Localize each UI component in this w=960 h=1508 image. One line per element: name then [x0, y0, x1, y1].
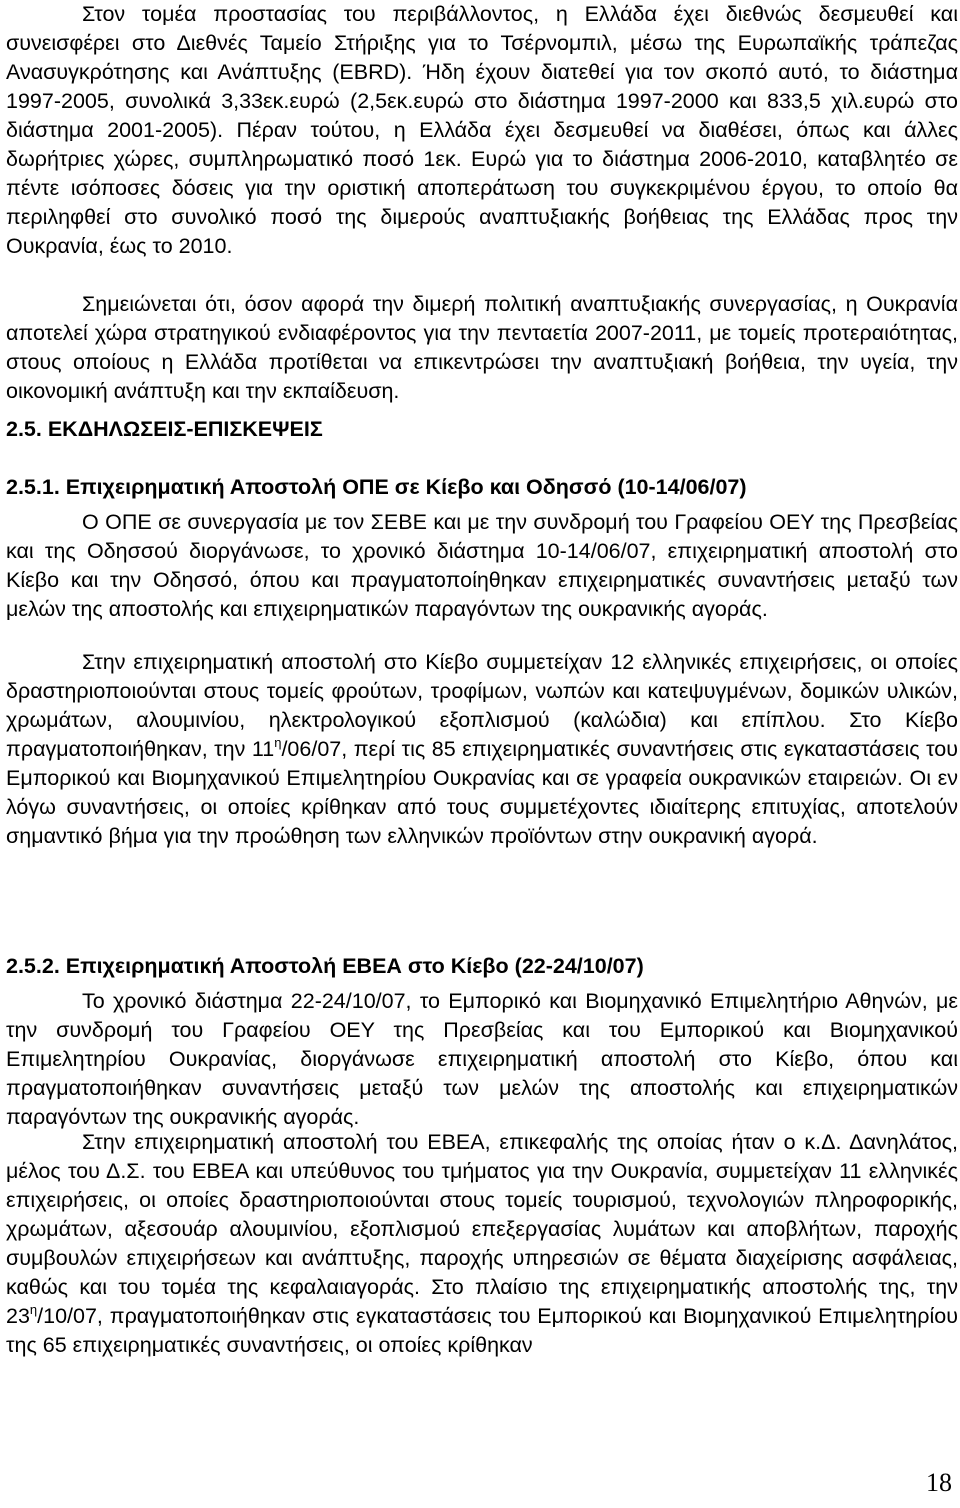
subsection-heading-ebea-mission [6, 952, 958, 981]
paragraph-development-cooperation [6, 290, 958, 406]
paragraph-kiev-mission [6, 648, 958, 851]
paragraph-text: Στην επιχειρηματική αποστολή του ΕΒΕΑ, επικεφαλής της οποίας ήταν ο κ.Δ. Δανηλάτος, μέλος του Δ.Σ. του ΕΒΕΑ και υπεύθυνος του τμήματος για την Ουκρανία, συμμετείχαν 11 ελληνικές επιχειρήσεις, οι οποίες δραστηριοποιούνται στους τομείς τουρισμού, τεχνολογιών πληροφορικής, χρωμάτων, αξεσουάρ αλουμινίου, εξοπλισμού επεξεργασίας λυμάτων και αποβλήτων, παροχής συμβουλών επιχειρήσεων και ανάπτυξης, παροχής υπηρεσιών σε θέματα διαχείρισης ασφάλειας, καθώς και του τομέα της κεφαλαιαγοράς. Στο πλαίσιο της επιχειρηματικής αποστολής της, την 23 [6, 1130, 958, 1328]
paragraph-ebea-mission [6, 987, 958, 1132]
paragraph-text: Στην επιχειρηματική αποστολή στο Κίεβο συμμετείχαν 12 ελληνικές επιχειρήσεις, οι οποίες δραστηριοποιούνται στους τομείς φρούτων, τροφίμων, νωπών και κατεψυγμένων, δομικών υλικών, χρωμάτων, αλουμινίου, ηλεκτρολογικού εξοπλισμού (καλώδια) και επίπλου. Στο Κίεβο πραγματοποιήθηκαν, την 11 [6, 650, 958, 761]
superscript: η [274, 735, 282, 750]
section-heading-events [6, 415, 958, 444]
paragraph-text: Στον τομέα προστασίας του περιβάλλοντος, η Ελλάδα έχει διεθνώς δεσμευθεί και συνεισφέρει στο Διεθνές Ταμείο Στήριξης για το Τσέρνομπιλ, μέσω της Ευρωπαϊκής τράπεζας Ανασυγκρότησης και Ανάπτυξης (EBRD). Ήδη έχουν διατεθεί για τον σκοπό αυτό, το διάστημα 1997-2005, συνολικά 3,33εκ.ευρώ (2,5εκ.ευρώ στο διάστημα 1997-2000 και 833,5 χιλ.ευρώ στο διάστημα 2001-2005). Πέραν τούτου, η Ελλάδα έχει δεσμευθεί να διαθέσει, όπως και άλλες δωρήτριες χώρες, συμπληρωματικό ποσό 1εκ. Ευρώ για το διάστημα 2006-2010, καταβλητέο σε πέντε ισόποσες δόσεις για την οριστική αποπεράτωση του συγκεκριμένου έργου, το οποίο θα περιληφθεί στο συνολικό ποσό της διμερούς αναπτυξιακής βοήθειας της Ελλάδας προς την Ουκρανία, έως το 2010. [6, 2, 958, 258]
paragraph-text: Ο ΟΠΕ σε συνεργασία με τον ΣΕΒΕ και με την συνδρομή του Γραφείου ΟΕΥ της Πρεσβείας και της Οδησσού διοργάνωσε, το χρονικό διάστημα 10-14/06/07, επιχειρηματική αποστολή στο Κίεβο και την Οδησσό, όπου και πραγματοποίηθηκαν επιχειρηματικές συναντήσεις μεταξύ των μελών της αποστολής και επιχειρηματικών παραγόντων της ουκρανικής αγοράς. [6, 510, 958, 621]
subsection-number: 2.5.1. [6, 475, 60, 499]
paragraph-ebea-participants [6, 1128, 958, 1360]
paragraph-ope-mission [6, 508, 958, 624]
subsection-heading-ope-mission [6, 473, 958, 502]
subsection-title: Επιχειρηματική Αποστολή ΕΒΕΑ στο Κίεβο (22-24/10/07) [65, 954, 644, 978]
paragraph-text: Το χρονικό διάστημα 22-24/10/07, το Εμπορικό και Βιομηχανικό Επιμελητήριο Αθηνών, με την συνδρομή του Γραφείου ΟΕΥ της Πρεσβείας και του Εμπορικού και Βιομηχανικού Επιμελητηρίου Ουκρανίας, διοργάνωσε επιχειρηματική αποστολή στο Κίεβο, όπου και πραγματοποιήθηκαν συναντήσεις μεταξύ των μελών της αποστολής και επιχειρηματικών παραγόντων της ουκρανικής αγοράς. [6, 989, 958, 1129]
page-number: 18 [926, 1468, 952, 1497]
superscript: η [29, 1302, 38, 1317]
subsection-title: Επιχειρηματική Αποστολή ΟΠΕ σε Κίεβο και Οδησσό (10-14/06/07) [65, 475, 747, 499]
paragraph-environment [6, 0, 958, 261]
paragraph-text: Σημειώνεται ότι, όσον αφορά την διμερή πολιτική αναπτυξιακής συνεργασίας, η Ουκρανία αποτελεί χώρα στρατηγικού ενδιαφέροντος για την πενταετία 2007-2011, με τομείς προτεραιότητας, στους οποίους η Ελλάδα προτίθεται να επικεντρώσει την αναπτυξιακή βοήθεια, την υγεία, την οικονομική ανάπτυξη και την εκπαίδευση. [6, 292, 958, 403]
paragraph-text: /10/07, πραγματοποιήθηκαν στις εγκαταστάσεις του Εμπορικού και Βιομηχανικού Επιμελητηρίου της 65 επιχειρηματικές συναντήσεις, οι οποίες κρίθηκαν [6, 1304, 958, 1357]
section-heading-text: 2.5. ΕΚΔΗΛΩΣΕΙΣ-ΕΠΙΣΚΕΨΕΙΣ [6, 417, 323, 441]
paragraph-text: /06/07, περί τις 85 επιχειρηματικές συναντήσεις στις εγκαταστάσεις του Εμπορικού και Βιομηχανικού Επιμελητηρίου Ουκρανίας και σε γραφεία ουκρανικών εταιρειών. Οι εν λόγω συναντήσεις, οι οποίες κρίθηκαν από τους συμμετέχοντες ιδιαίτερης επιτυχίας, αποτελούν σημαντικό βήμα για την προώθηση των ελληνικών προϊόντων στην ουκρανική αγορά. [6, 737, 958, 848]
subsection-number: 2.5.2. [6, 954, 60, 978]
